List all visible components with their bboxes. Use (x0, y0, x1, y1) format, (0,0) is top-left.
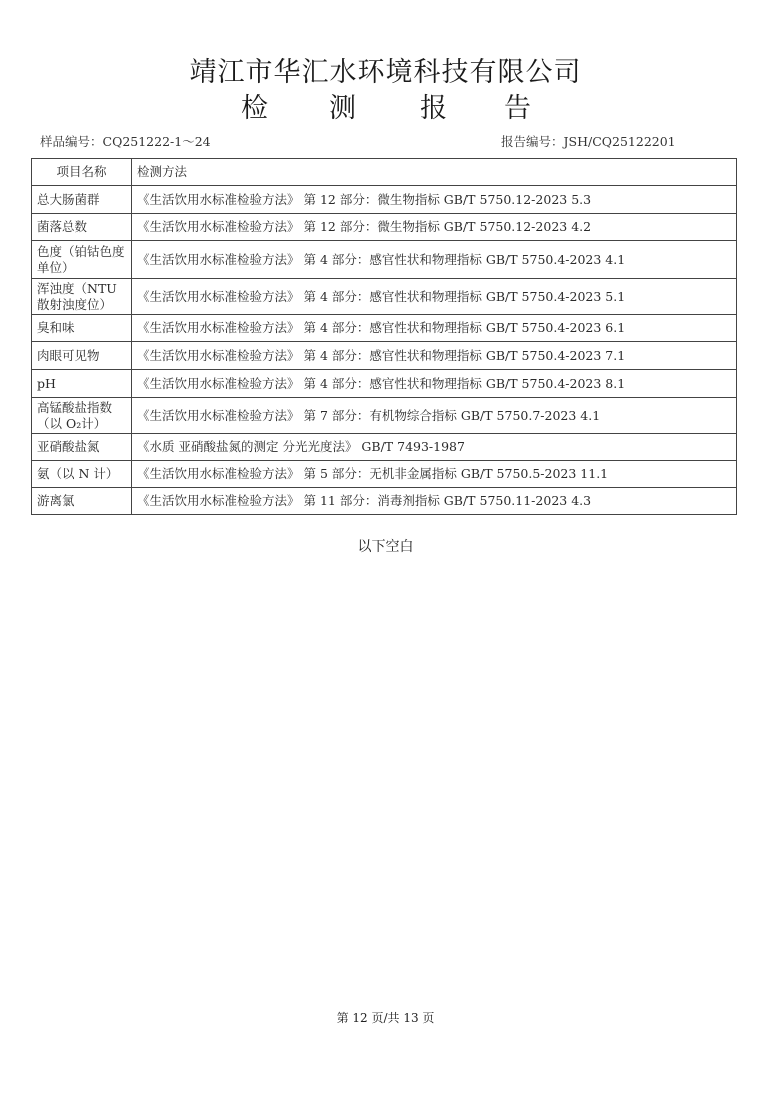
table-row (32, 434, 737, 461)
method: 《水质 亚硝酸盐氮的测定 分光光度法》 GB/T 7493-1987 (132, 434, 737, 461)
item-name: 浑浊度（NTU 散射浊度位） (32, 279, 132, 315)
blank-below-note: 以下空白 (357, 539, 414, 555)
sample-number-label: 样品编号： (40, 134, 103, 149)
method: 《生活饮用水标准检验方法》 第 4 部分：感官性状和物理指标 GB/T 5750.4-2023 8.1 (132, 370, 737, 398)
method: 《生活饮用水标准检验方法》 第 11 部分：消毒剂指标 GB/T 5750.11-2023 4.3 (132, 488, 737, 515)
title-char: 报 (420, 93, 447, 124)
sample-number (40, 132, 211, 150)
method: 《生活饮用水标准检验方法》 第 12 部分：微生物指标 GB/T 5750.12-2023 5.3 (132, 186, 737, 214)
table-row (32, 488, 737, 515)
company-name: 靖江市华汇水环境科技有限公司 (189, 57, 582, 88)
item-name: 游离氯 (32, 488, 132, 515)
method: 《生活饮用水标准检验方法》 第 12 部分：微生物指标 GB/T 5750.12-2023 4.2 (132, 214, 737, 241)
table-row (32, 342, 737, 370)
item-name: 肉眼可见物 (32, 342, 132, 370)
table-row (32, 398, 737, 434)
title-char: 告 (504, 93, 531, 124)
table-header-row (32, 159, 737, 186)
title-char: 测 (329, 93, 356, 124)
table-row (32, 279, 737, 315)
item-name: 色度（铂钴色度单位） (32, 241, 132, 279)
table-row (32, 214, 737, 241)
report-number-label: 报告编号： (501, 134, 564, 149)
table-row (32, 461, 737, 488)
method: 《生活饮用水标准检验方法》 第 4 部分：感官性状和物理指标 GB/T 5750.4-2023 7.1 (132, 342, 737, 370)
item-name: 亚硝酸盐氮 (32, 434, 132, 461)
report-number (501, 132, 676, 150)
method: 《生活饮用水标准检验方法》 第 5 部分：无机非金属指标 GB/T 5750.5-2023 11.1 (132, 461, 737, 488)
report-title (0, 86, 771, 122)
table-row (32, 315, 737, 342)
item-name: 氨（以 N 计） (32, 461, 132, 488)
table-row (32, 370, 737, 398)
page-number: 第 12 页/共 13 页 (336, 1011, 435, 1025)
item-name: pH (32, 370, 132, 398)
title-char: 检 (241, 93, 268, 124)
header-method: 检测方法 (132, 159, 737, 186)
item-name: 高锰酸盐指数（以 O₂计） (32, 398, 132, 434)
method: 《生活饮用水标准检验方法》 第 4 部分：感官性状和物理指标 GB/T 5750.4-2023 6.1 (132, 315, 737, 342)
method: 《生活饮用水标准检验方法》 第 4 部分：感官性状和物理指标 GB/T 5750.4-2023 4.1 (132, 241, 737, 279)
header-item-name: 项目名称 (32, 159, 132, 186)
method: 《生活饮用水标准检验方法》 第 4 部分：感官性状和物理指标 GB/T 5750.4-2023 5.1 (132, 279, 737, 315)
item-name: 臭和味 (32, 315, 132, 342)
table-row (32, 241, 737, 279)
report-number-value: JSH/CQ25122201 (563, 134, 676, 149)
item-name: 菌落总数 (32, 214, 132, 241)
method: 《生活饮用水标准检验方法》 第 7 部分：有机物综合指标 GB/T 5750.7-2023 4.1 (132, 398, 737, 434)
item-name: 总大肠菌群 (32, 186, 132, 214)
methods-table (31, 158, 737, 515)
sample-number-value: CQ251222-1～24 (102, 134, 211, 149)
table-row (32, 186, 737, 214)
